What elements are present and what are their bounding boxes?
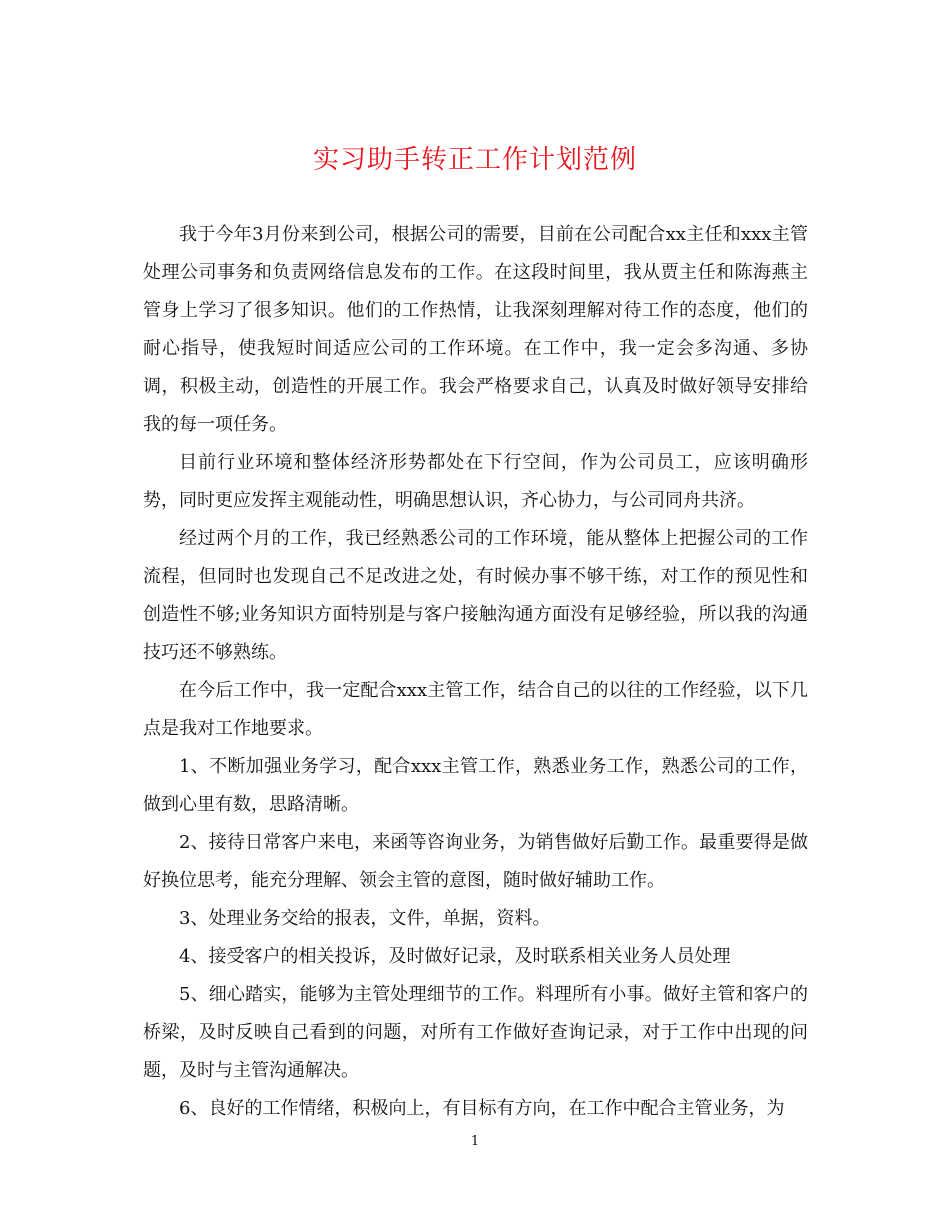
list-item-6: 6、良好的工作情绪，积极向上，有目标有方向，在工作中配合主管业务，为: [179, 1098, 785, 1119]
list-item-4: 4、接受客户的相关投诉，及时做好记录，及时联系相关业务人员处理: [179, 946, 731, 967]
list-item-5: 5、细心踏实，能够为主管处理细节的工作。料理所有小事。做好主管和客户的桥梁，及时反映自己看到的问题，对所有工作做好查询记录，对于工作中出现的问题，及时与主管沟通解决。: [143, 984, 808, 1081]
document-body: [143, 216, 808, 1128]
paragraph: 目前行业环境和整体经济形势都处在下行空间，作为公司员工，应该明确形势，同时更应发挥主观能动性，明确思想认识，齐心协力，与公司同舟共济。: [143, 452, 808, 511]
paragraph: 在今后工作中，我一定配合xxx主管工作，结合自己的以往的工作经验，以下几点是我对工作地要求。: [143, 680, 808, 739]
list-item-1: 1、不断加强业务学习，配合xxx主管工作，熟悉业务工作，熟悉公司的工作，做到心里有数，思路清晰。: [143, 756, 808, 815]
list-item-2: 2、接待日常客户来电，来函等咨询业务，为销售做好后勤工作。最重要得是做好换位思考，能充分理解、领会主管的意图，随时做好辅助工作。: [143, 832, 808, 891]
paragraph: 经过两个月的工作，我已经熟悉公司的工作环境，能从整体上把握公司的工作流程，但同时也发现自己不足改进之处，有时候办事不够干练，对工作的预见性和创造性不够;业务知识方面特别是与客户接触沟通方面没有足够经验，所以我的沟通技巧还不够熟练。: [143, 528, 808, 663]
list-item-3: 3、处理业务交给的报表，文件，单据，资料。: [179, 908, 551, 929]
paragraph: 我于今年3月份来到公司，根据公司的需要，目前在公司配合xx主任和xxx主管处理公司事务和负责网络信息发布的工作。在这段时间里，我从贾主任和陈海燕主管身上学习了很多知识。他们的工作热情，让我深刻理解对待工作的态度，他们的耐心指导，使我短时间适应公司的工作环境。在工作中，我一定会多沟通、多协调，积极主动，创造性的开展工作。我会严格要求自己，认真及时做好领导安排给我的每一项任务。: [143, 224, 808, 435]
document-title: 实习助手转正工作计划范例: [312, 145, 637, 175]
page-number: 1: [470, 1134, 480, 1149]
